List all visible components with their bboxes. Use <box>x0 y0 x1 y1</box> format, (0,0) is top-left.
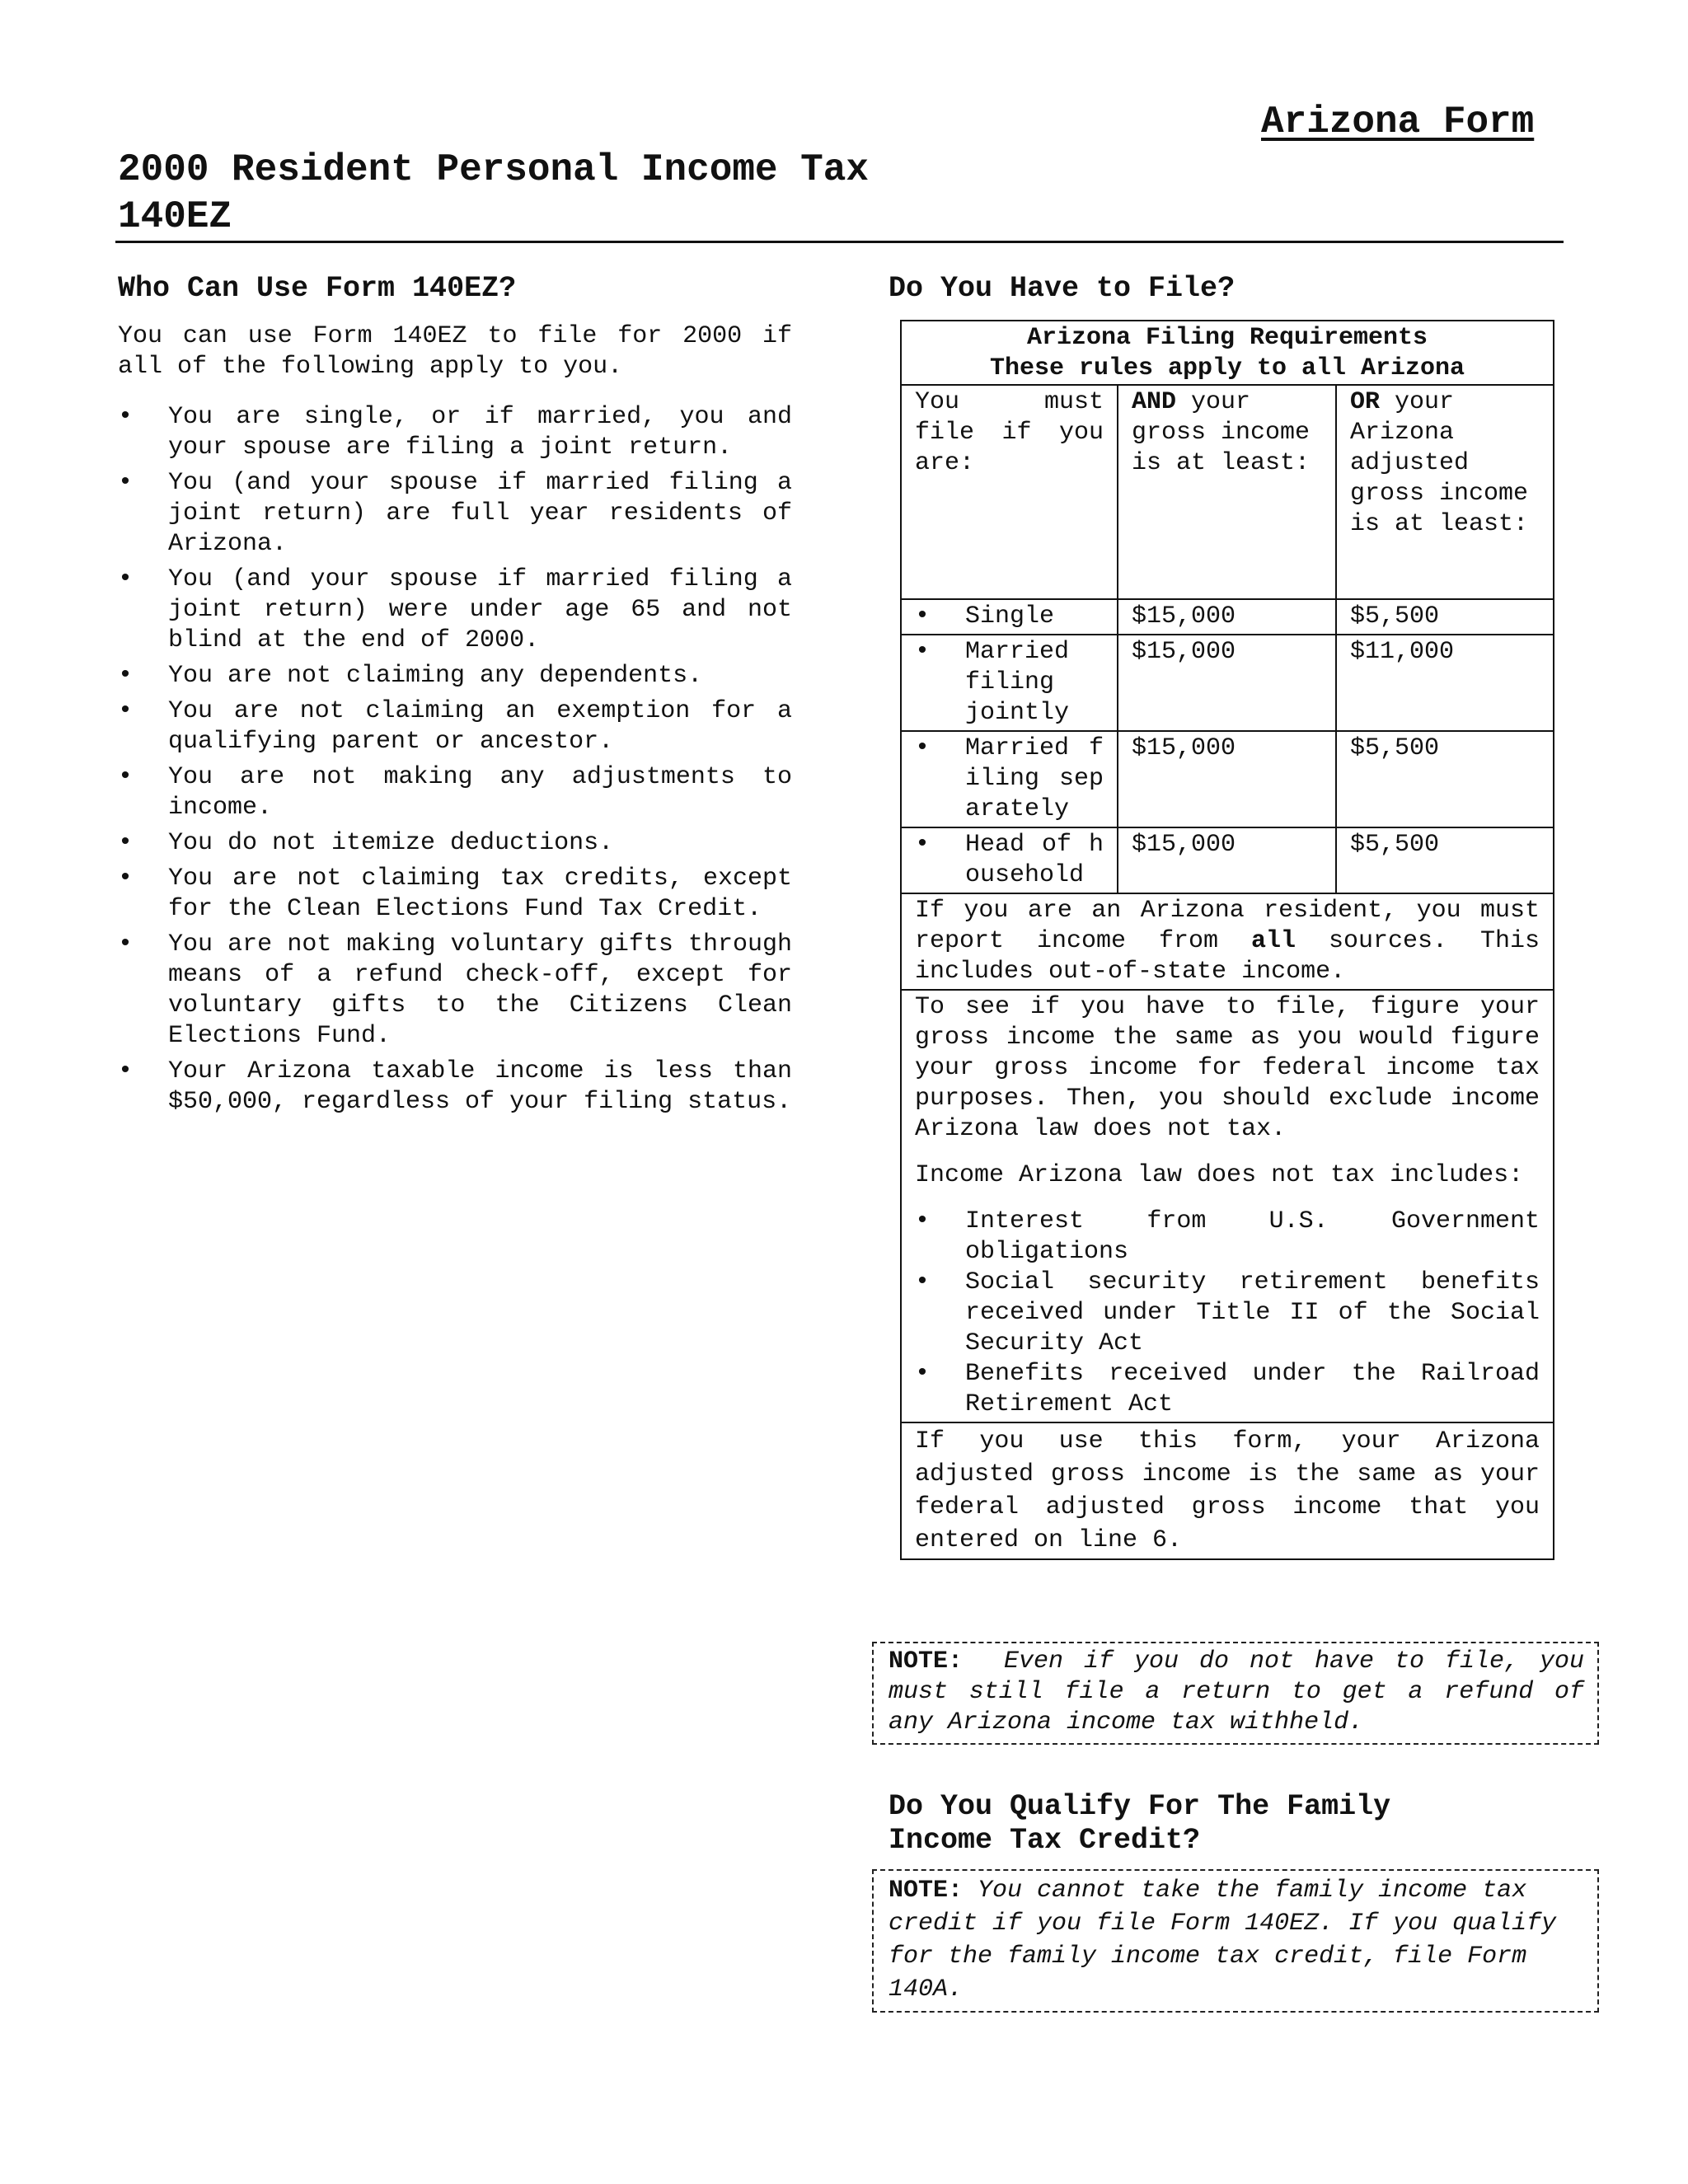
list-item-text: You are not claiming tax credits, except for the Clean Elections Fund Tax Credit. <box>168 865 792 923</box>
status-cell <box>901 827 1118 893</box>
list-item-text: You are not making voluntary gifts through means of a refund check-off, except for voluntary gifts to the Citizens Clean Elections Fund. <box>168 930 792 1050</box>
list-item-text: Your Arizona taxable income is less than $50,000, regardless of your filing status. <box>168 1057 792 1116</box>
status-text: Married filing separately <box>965 734 1104 823</box>
bullet-icon: • <box>118 829 134 857</box>
table-title-line-2: These rules apply to all Arizona <box>989 354 1465 382</box>
status-cell <box>901 731 1118 827</box>
header-divider <box>115 241 1564 243</box>
eligibility-list <box>118 402 792 1122</box>
bullet-icon: • <box>118 662 134 690</box>
who-can-use-intro: You can use Form 140EZ to file for 2000 if all of the following apply to you. <box>118 322 792 381</box>
gross-cell: $15,000 <box>1118 635 1336 731</box>
list-item <box>118 402 792 463</box>
bullet-icon: • <box>915 734 931 762</box>
column-header-agi <box>1336 385 1554 599</box>
family-credit-heading-line-2: Income Tax Credit? <box>889 1824 1201 1857</box>
who-can-use-heading: Who Can Use Form 140EZ? <box>118 272 517 305</box>
status-text: Head of household <box>965 831 1104 889</box>
resident-note-text: If you are an Arizona resident, you must report income from <box>915 897 1540 955</box>
family-credit-note <box>872 1869 1599 2013</box>
page-title <box>118 147 869 241</box>
list-item-text: You are not making any adjustments to income. <box>168 763 792 822</box>
gross-cell: $15,000 <box>1118 599 1336 635</box>
bullet-icon: • <box>915 638 931 666</box>
gross-income-explanation <box>901 990 1554 1422</box>
bullet-icon: • <box>915 1360 931 1388</box>
resident-note-bold: all <box>1251 927 1296 955</box>
column-header-agi-text: your Arizona adjusted gross income is at least: <box>1350 388 1529 538</box>
list-item <box>915 1207 1540 1268</box>
column-header-gross-text: your gross income is at least: <box>1132 388 1311 477</box>
not-taxed-intro: Income Arizona law does not tax includes: <box>915 1161 1524 1189</box>
table-title-line-1: Arizona Filing Requirements <box>1026 324 1428 352</box>
list-item <box>118 762 792 823</box>
list-item-text: You (and your spouse if married filing a joint return) were under age 65 and not blind at the end of 2000. <box>168 565 792 654</box>
list-item-text: You are not claiming an exemption for a qualifying parent or ancestor. <box>168 697 792 756</box>
list-item-text: Benefits received under the Railroad Retirement Act <box>965 1360 1540 1418</box>
note-label: NOTE: <box>889 1647 964 1675</box>
list-item-text: You are not claiming any dependents. <box>168 662 703 690</box>
bullet-icon: • <box>118 697 134 725</box>
list-item-text: Interest from U.S. Government obligations <box>965 1207 1540 1266</box>
list-item-text: You do not itemize deductions. <box>168 829 614 857</box>
status-text: Married filing jointly <box>965 638 1070 727</box>
refund-note <box>872 1642 1599 1745</box>
status-cell <box>901 635 1118 731</box>
list-item-text: You are single, or if married, you and your spouse are filing a joint return. <box>168 403 792 462</box>
column-header-gross-bold: AND <box>1132 388 1177 416</box>
table-row <box>901 599 1554 635</box>
title-line-2: 140EZ <box>118 195 232 238</box>
table-row <box>901 635 1554 731</box>
column-header-gross <box>1118 385 1336 599</box>
bullet-icon: • <box>118 763 134 791</box>
bullet-icon: • <box>915 1268 931 1296</box>
table-row <box>901 731 1554 827</box>
bullet-icon: • <box>118 865 134 893</box>
list-item-text: Social security retirement benefits received under Title II of the Social Security Act <box>965 1268 1540 1357</box>
list-item <box>118 930 792 1052</box>
list-item-text: You (and your spouse if married filing a joint return) are full year residents of Arizona. <box>168 469 792 558</box>
note-text: You cannot take the family income tax credit if you file Form 140EZ. If you qualify for the family income tax credit, file Form 140A. <box>889 1877 1557 2004</box>
form-name: Arizona Form <box>1261 101 1535 143</box>
note-label: NOTE: <box>889 1877 964 1905</box>
filing-requirements-table <box>900 320 1554 1560</box>
bullet-icon: • <box>118 403 134 431</box>
agi-cell: $11,000 <box>1336 635 1554 731</box>
list-item <box>118 1057 792 1118</box>
list-item <box>915 1268 1540 1359</box>
family-credit-heading-line-1: Do You Qualify For The Family <box>889 1790 1391 1823</box>
list-item <box>118 696 792 757</box>
bullet-icon: • <box>118 1057 134 1085</box>
table-title <box>901 321 1554 385</box>
not-taxed-list <box>915 1207 1540 1420</box>
list-item <box>118 565 792 656</box>
bullet-icon: • <box>118 469 134 497</box>
family-credit-heading <box>889 1790 1390 1858</box>
list-item <box>915 1359 1540 1420</box>
agi-cell: $5,500 <box>1336 599 1554 635</box>
list-item <box>118 828 792 859</box>
column-header-agi-bold: OR <box>1350 388 1381 416</box>
agi-cell: $5,500 <box>1336 827 1554 893</box>
table-row <box>901 827 1554 893</box>
title-line-1: 2000 Resident Personal Income Tax <box>118 148 869 191</box>
agi-note: If you use this form, your Arizona adjusted gross income is the same as your federal adjusted gross income that you entered on line 6. <box>901 1422 1554 1559</box>
column-header-status: You must file if you are: <box>901 385 1118 599</box>
resident-note-text-end: sources. This includes out-of-state income. <box>915 927 1540 986</box>
bullet-icon: • <box>118 565 134 593</box>
bullet-icon: • <box>118 930 134 958</box>
bullet-icon: • <box>915 831 931 859</box>
status-cell <box>901 599 1118 635</box>
gross-calc-text: To see if you have to file, figure your gross income the same as you would figure your gross income for federal income tax purposes. Then, you should exclude income Arizona law does not tax. <box>915 993 1540 1143</box>
note-text: Even if you do not have to file, you must still file a return to get a refund of any Arizona income tax withheld. <box>889 1647 1584 1736</box>
bullet-icon: • <box>915 602 931 630</box>
list-item <box>118 468 792 560</box>
list-item <box>118 864 792 925</box>
do-you-file-heading: Do You Have to File? <box>889 272 1236 305</box>
resident-income-note <box>901 893 1554 990</box>
bullet-icon: • <box>915 1207 931 1235</box>
gross-cell: $15,000 <box>1118 731 1336 827</box>
gross-cell: $15,000 <box>1118 827 1336 893</box>
list-item <box>118 661 792 691</box>
status-text: Single <box>965 602 1055 630</box>
agi-cell: $5,500 <box>1336 731 1554 827</box>
